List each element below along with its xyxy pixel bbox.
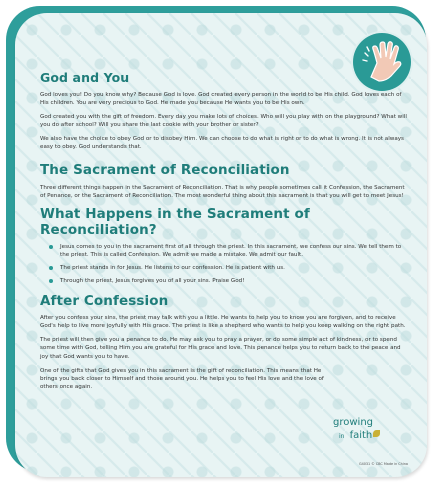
logo-line-2: in: [339, 433, 345, 440]
logo-line-1: growing: [333, 417, 373, 428]
growing-in-faith-logo: [333, 418, 395, 442]
logo-line-3: faith: [349, 430, 373, 441]
list-item: The priest stands in for Jesus. He listens to our confession. He is patient with us.: [60, 264, 410, 272]
god-paragraph-2: God created you with the gift of freedom. Every day you make lots of choices. Who will you play with on the playground? What will you do after school? Will you share the last cookie with your brother or sister?: [40, 114, 407, 129]
heading-after-confession: After Confession: [40, 293, 169, 310]
after-paragraph-1: After you confess your sins, the priest may talk with you a little. He wants to help you to know you are forgiven, and to receive God's help to live more joyfully with His grace. The priest is like a shepherd who wants to help you keep walking on the right path.: [40, 315, 406, 330]
leaf-icon: [373, 430, 380, 437]
footer-code: G4031 © CBC Made in China: [358, 462, 408, 466]
god-paragraph-3: We also have the choice to obey God or to disobey Him. We can choose to do what is right or to do what is wrong. It is not always easy to obey. God understands that.: [40, 136, 404, 151]
heading-god-and-you: God and You: [40, 70, 130, 85]
reconciliation-card: [15, 13, 427, 477]
after-paragraph-3: One of the gifts that God gives you in this sacrament is the gift of reconciliation. This means that He brings you back closer to Himself and those around you. He helps you to feel His love and the love of others once again.: [40, 367, 324, 390]
list-item: Jesus comes to you in the sacrament first of all through the priest. In this sacrament, we confess our sins. We tell them to the priest. This is called Confession. We admit we made a mistake. We admit our fault.: [60, 243, 410, 259]
list-item: Through the priest, Jesus forgives you of all your sins. Praise God!: [60, 277, 410, 285]
card-content: [40, 70, 410, 397]
heading-what-happens: What Happens in the Sacrament of Reconciliation?: [40, 205, 310, 238]
heading-sacrament: The Sacrament of Reconciliation: [40, 161, 290, 178]
sacrament-paragraph: Three different things happen in the Sacrament of Reconciliation. That is why people sometimes call it Confession, the Sacrament of Penance, or the Sacrament of Reconciliation. The most wonderful thing about this sacrament is that you will get to meet Jesus!: [40, 184, 405, 199]
after-paragraph-2: The priest will then give you a penance to do. He may ask you to pray a prayer, or do some simple act of kindness, or to spend some time with God, telling Him you are grateful for His grace and love. This penance helps you to return back to the peace and joy that God wants you to have.: [40, 337, 401, 360]
god-paragraph-1: God loves you! Do you know why? Because God is love. God created every person in the world to be His child. God loves each of His children. You are very precious to God. He made you because He wants you to be His own.: [40, 92, 402, 107]
what-happens-list: [40, 243, 410, 285]
